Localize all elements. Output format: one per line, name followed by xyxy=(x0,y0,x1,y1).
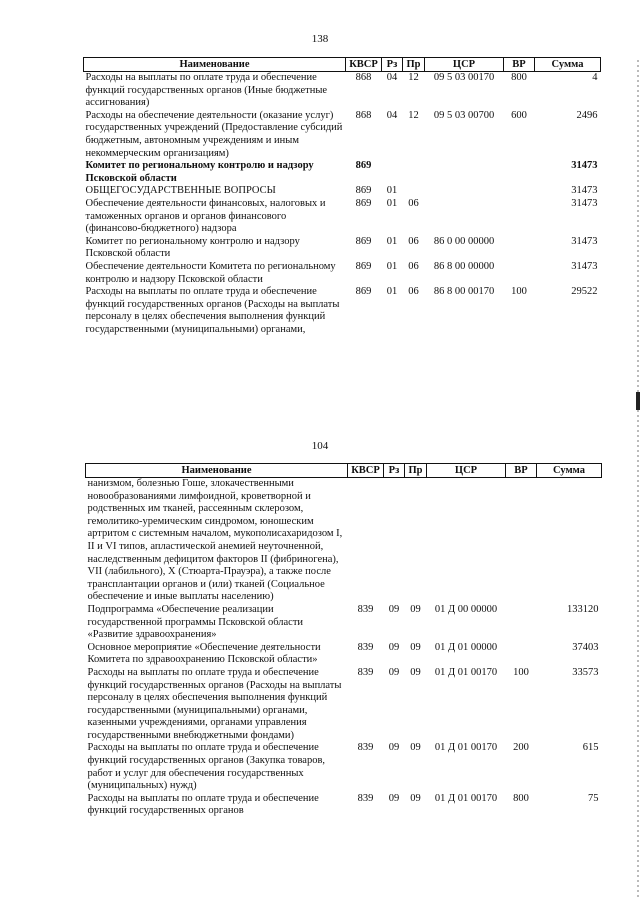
col-header-name: Наименование xyxy=(84,58,346,72)
row-pr: 06 xyxy=(408,235,419,247)
row-rz: 01 xyxy=(386,235,398,247)
scan-mark xyxy=(636,392,640,410)
col-header-csr: ЦСР xyxy=(425,58,504,72)
row-name: Расходы на выплаты по оплате труда и обеспечение функций государственных органов (Иные бюджетные ассигнования) xyxy=(85,72,328,109)
row-pr xyxy=(405,478,427,604)
row-sum: 2496 xyxy=(576,109,598,121)
row-sum: 615 xyxy=(582,742,599,754)
row-rz: 01 xyxy=(386,197,398,209)
row-vr: 600 xyxy=(511,109,527,121)
table-row xyxy=(86,793,602,818)
row-kvsr xyxy=(348,478,384,604)
col-header-kvsr: КВСР xyxy=(348,464,384,478)
row-vr: 800 xyxy=(513,792,529,804)
row-pr: 09 xyxy=(410,641,421,653)
row-pr: 09 xyxy=(410,603,421,615)
row-name: Расходы на выплаты по оплате труда и обеспечение функций государственных органов (Закупка товаров, работ и услуг для обеспечения государственных (муниципальных) нужд) xyxy=(87,742,326,792)
row-name: Расходы на выплаты по оплате труда и обеспечение функций государственных органов (Расходы на выплаты персоналу в целях обеспечения выполнения функций государственными (муниципальными) органами, xyxy=(85,286,340,335)
row-csr: 01 Д 01 00170 xyxy=(434,792,498,804)
row-csr: 01 Д 00 00000 xyxy=(434,603,498,615)
row-name: нанизмом, болезнью Гоше, злокачественными новообразованиями лимфоидной, кроветворной и родственных им тканей, рассеянным склерозом, гемолитико-уремическим синдромом, юношеским артритом с системным началом, мукополисахаридозом I, II и VI типов, апластической анемией неуточненной, наследственным дефицитом факторов II (фибриногена), VII (лабильного), X (Стюарта-Прауэра), а также после трансплантации органов и (или) тканей (Социальное обеспечение и иные выплаты населению) xyxy=(87,478,343,603)
col-header-rz: Рз xyxy=(384,464,405,478)
row-rz: 01 xyxy=(386,260,398,272)
row-name: Обеспечение деятельности Комитета по региональному контролю и надзору Псковской области xyxy=(85,260,336,285)
row-sum: 31473 xyxy=(571,185,598,197)
budget-table xyxy=(85,463,602,818)
row-pr: 12 xyxy=(408,72,419,83)
row-name: Расходы на выплаты по оплате труда и обеспечение функций государственных органов (Расходы на выплаты персоналу в целях обеспечения выполнения функций государственными (муниципальными) органами, казенными учреждениями, органами управления государственными внебюджетными фондами) xyxy=(87,666,342,741)
row-vr: 100 xyxy=(511,286,527,298)
row-vr: 200 xyxy=(513,742,529,754)
row-pr: 09 xyxy=(410,742,421,754)
table-row xyxy=(86,667,602,743)
row-sum: 31473 xyxy=(571,235,598,247)
row-rz: 04 xyxy=(386,72,398,83)
row-kvsr: 869 xyxy=(355,160,372,172)
row-rz: 01 xyxy=(386,286,398,298)
row-rz: 09 xyxy=(388,603,400,615)
row-rz: 01 xyxy=(386,185,398,197)
col-header-pr: Пр xyxy=(405,464,427,478)
row-sum: 133120 xyxy=(567,603,599,615)
row-rz: 04 xyxy=(386,109,398,121)
row-csr: 86 8 00 00000 xyxy=(433,260,495,272)
col-header-kvsr: КВСР xyxy=(346,58,382,72)
col-header-vr: ВР xyxy=(506,464,537,478)
row-kvsr: 839 xyxy=(357,792,374,804)
row-sum: 37403 xyxy=(572,641,599,653)
row-name: Комитет по региональному контролю и надзору Псковской области xyxy=(85,160,314,184)
row-sum: 33573 xyxy=(572,666,599,678)
row-pr: 06 xyxy=(408,286,419,298)
col-header-vr: ВР xyxy=(504,58,535,72)
row-sum: 4 xyxy=(592,72,598,83)
row-csr: 86 0 00 00000 xyxy=(433,235,495,247)
row-csr xyxy=(427,478,506,604)
table-row xyxy=(86,604,602,642)
row-sum: 75 xyxy=(588,792,599,804)
row-csr: 01 Д 01 00170 xyxy=(434,742,498,754)
row-kvsr: 869 xyxy=(355,286,372,298)
row-sum xyxy=(537,478,602,604)
row-name: Основное мероприятие «Обеспечение деятельности Комитета по здравоохранению Псковской области» xyxy=(87,641,321,666)
row-rz: 09 xyxy=(388,641,400,653)
row-pr: 06 xyxy=(408,197,419,209)
row-rz: 09 xyxy=(388,742,400,754)
table-header-row xyxy=(86,464,602,478)
row-vr xyxy=(506,642,537,667)
row-csr: 09 5 03 00170 xyxy=(433,72,495,83)
row-csr: 09 5 03 00700 xyxy=(433,109,495,121)
row-kvsr: 839 xyxy=(357,742,374,754)
row-kvsr: 868 xyxy=(355,109,372,121)
row-name: Расходы на обеспечение деятельности (оказание услуг) государственных учреждений (Предоставление субсидий бюджетным, автономным учреждениям и иным некоммерческим организациям) xyxy=(85,109,343,159)
row-rz: 09 xyxy=(388,666,400,678)
row-kvsr: 869 xyxy=(355,197,372,209)
row-sum: 31473 xyxy=(571,160,598,172)
col-header-rz: Рз xyxy=(382,58,403,72)
col-header-pr: Пр xyxy=(403,58,425,72)
row-pr: 09 xyxy=(410,666,421,678)
row-vr xyxy=(506,604,537,642)
table-row xyxy=(86,478,602,604)
col-header-sum: Сумма xyxy=(537,464,602,478)
row-name: ОБЩЕГОСУДАРСТВЕННЫЕ ВОПРОСЫ xyxy=(85,185,276,197)
table-row xyxy=(86,642,602,667)
row-name: Обеспечение деятельности финансовых, налоговых и таможенных органов и органов финансового (финансово-бюджетного) надзора xyxy=(85,197,326,235)
row-name: Комитет по региональному контролю и надзору Псковской области xyxy=(85,235,300,260)
row-kvsr: 869 xyxy=(355,260,372,272)
row-pr: 06 xyxy=(408,260,419,272)
scan-edge xyxy=(637,60,639,900)
row-kvsr: 869 xyxy=(355,185,372,197)
row-pr: 09 xyxy=(410,792,421,804)
row-kvsr: 839 xyxy=(357,666,374,678)
table-row xyxy=(86,742,602,792)
row-csr: 01 Д 01 00000 xyxy=(434,641,498,653)
row-pr: 12 xyxy=(408,109,419,121)
row-kvsr: 839 xyxy=(357,641,374,653)
row-name: Расходы на выплаты по оплате труда и обеспечение функций государственных органов xyxy=(87,792,319,817)
row-kvsr: 868 xyxy=(355,72,372,83)
row-vr: 800 xyxy=(511,72,527,83)
row-csr: 01 Д 01 00170 xyxy=(434,666,498,678)
page-number: 104 xyxy=(311,440,329,452)
col-header-sum: Сумма xyxy=(535,58,601,72)
row-vr xyxy=(506,478,537,604)
row-sum: 31473 xyxy=(571,197,598,209)
row-sum: 31473 xyxy=(571,260,598,272)
page-number: 138 xyxy=(311,33,329,45)
row-vr: 100 xyxy=(513,666,529,678)
row-name: Подпрограмма «Обеспечение реализации государственной программы Псковской области «Развитие здравоохранения» xyxy=(87,603,304,641)
row-kvsr: 839 xyxy=(357,603,374,615)
col-header-name: Наименование xyxy=(86,464,348,478)
row-rz: 09 xyxy=(388,792,400,804)
row-sum: 29522 xyxy=(571,286,598,298)
row-kvsr: 869 xyxy=(355,235,372,247)
col-header-csr: ЦСР xyxy=(427,464,506,478)
row-rz xyxy=(384,478,405,604)
row-csr: 86 8 00 00170 xyxy=(433,286,495,298)
